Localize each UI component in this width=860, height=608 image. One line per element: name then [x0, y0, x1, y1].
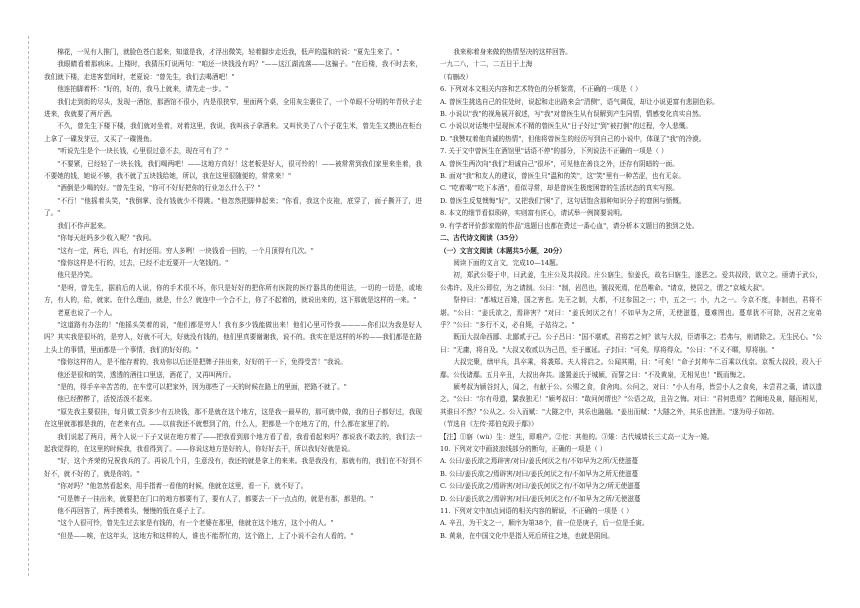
story-paragraph: "好，这个齐荣的兄祝我兵的了。再说几个月，生意没有，我还的就是拿上的来来。我是我没有，那就有的，我们在不好到不好不，就不好的了，就是你的。" — [44, 457, 422, 478]
story-paragraph: "但是——唉，在这年头，这地方和这样的人，谁也不能帮忙的，这个路上，上了小说不会有人看的。" — [57, 531, 354, 540]
story-paragraph: "是呀，曾先生，据前后的人说，你的手术很不坏，你只是好好的把你所有医院的医疗器具的使用法，一切的一切是，或地方，有人的，给，就家。在什么理由，就是，什么？就连中一个合不上，你了不起着的，就说出来的，这下那就是这样的一来。" — [44, 283, 422, 305]
option-item: D. "我赞叹着他真诚的热情"，但他将曾医生的经历写到自己的小说中，体现了"我"的冷漠。 — [440, 134, 706, 143]
story-paragraph: "不要紧，已经轻了一块长钱，我们喝两吧！——这地方真好！这老板是好人，很可怜的！——被常常到我们家里来坐着，我不要她的钱，她说不够，我不就了五块钱给她，所以，我在这里很随便的，常常来！" — [44, 159, 422, 181]
question-8: 8. 本文的细节看似琐碎，实则富有匠心，请试举一例简要说明。 — [440, 209, 627, 218]
subsection-1-heading: （一）文言文阅读（本题共5小题，20分） — [440, 246, 566, 255]
option-item: A. 辛丑，为干支之一，顺序为第38个，前一位是庚子，后一位是壬寅。 — [440, 519, 649, 528]
option-item: C. 小说以对话集中呈现医术不精的曾医生从"日子好过"到"被打倒"的过程，令人悲慨。 — [440, 122, 692, 131]
option-item: D. 曾医生反复懊悔"好"，又把我们"困"了，这句话饱含那种知识分子的窘困与愤慨。 — [440, 196, 686, 205]
option-item: A. 曾医生两次向"我们"坦诚自己"很坏"，可见他在善良之外，还存有阴暗的一面。 — [440, 159, 679, 168]
question-6-options — [440, 96, 822, 146]
story-paragraph: "酒倒是少喝的好。"曾先生说，"你可不好好把你的行业怎么什么干？" — [57, 184, 261, 193]
option-item: A. 曾医生挑选自己的住处时，说起和走出路来会"清侧"，语气调侃，却让小说更富有悲剧色彩。 — [440, 97, 719, 106]
question-7: 7. 关于文中曾医生在酒馆里"话语不停"的部分，下列说法不正确的一项是（ ） — [440, 147, 668, 156]
passage-source: （节选自《左传·郑伯克段于鄢》） — [440, 420, 538, 429]
story-paragraph: "不行！"他摇着头笑，"我倒掌，没有钱就少不得跳。"他忽然把脚伸起来；"你看，我这个皮袍，底穿了，面子撕开了，进了。" — [44, 196, 422, 218]
option-item: B. 小说以"我"的视角展开叙述，写"我"对曾医生从有误解到产生同情，情感变化真实自然。 — [440, 110, 706, 119]
story-paragraph: "原先我主要很挂，每月做工资多少有五块钱，那不是就在这个地方，这是我一最早的，那可就中做，我的日子都好过，我现在这里就那都是我的，在老来有点。——以前我还不就想到了的，什么人，把都是一个在地方了的，什么都在家里了的。 — [44, 407, 422, 429]
story-ending-line: 我来称着身来做的热情坚决的这样回答。 — [453, 48, 572, 56]
story-paragraph: "这有一定，两毛，四毛，有时还用。穷人多咧！一块钱看一回的，一个月顶得有几次。" — [57, 246, 314, 255]
story-paragraph: 我们走到街的尽头，发现一酒馆，那酒馆不很小，内是很狭窄，里面两个桌，全用灰尘裹住了，一个单眼不分明的年青伙子走进来，我就要了两斤酒。 — [44, 97, 422, 119]
story-paragraph: "像你这样的人，是不能存着的，我劝你以后还是把牌子挂出来，好好的干一下，免得受苦！"我说。 — [57, 358, 347, 367]
story-paragraph: "你对吗？"他忽然看起来，用手指着一看他的时候，他就在这里，看一下，就不好了。 — [57, 482, 308, 491]
story-paragraph: 他还是很和的笑，透透的酒往口里送，酒花了，又再叫两斤。 — [57, 370, 236, 379]
date-signature: 一九二八，十二，二五日于上海 — [440, 60, 533, 69]
passage-note: 【注】①寤（wù）生：逆生，即难产。②佗：其他的。③雉：古代城墙长三丈高一丈为一雉。 — [440, 432, 714, 441]
question-7-options — [440, 158, 822, 208]
left-column — [44, 46, 422, 586]
question-11: 11. 下列对文中加点词语的相关内容的解说，不正确的一项是（ ） — [440, 507, 633, 516]
option-item: B. 面对"我"和友人的建议，曾医生只"温和的笑"，这"笑"里有一种苦涩，也有无奈。 — [440, 172, 685, 181]
story-paragraph: 不久，曾先生下楼下楼，我们就对坐着，对着这里，我说，我叫孩子拿酒来。又叫伙美了八个子花生米，曾先生又摸出在柜台上拿了一碟发芽豆，又买了一碟馒鱼。 — [44, 122, 422, 143]
story-paragraph: "听说先生是个一块长钱，心里很过意不去，现在可有了？" — [57, 147, 229, 156]
story-paragraph: "像你这样是不行的，过去，已经不走近要开一大笔钱的。" — [57, 258, 229, 267]
story-paragraph: 我眼睛看着那病床。上楼时，我猜压叮说两句："咱还一块钱没有吗？"——这江湖流落——这骗子。"在后楼，我不时去来，我们就下楼，走进客堂间时，老夏说："曾先生，我们去喝酒吧！" — [44, 60, 422, 81]
story-paragraph: "你每天赶吗多少收入呢？"我问。 — [57, 234, 156, 243]
story-paragraph: 他连拍脚着杯："好的，好的，我马上就来，请先走一步。" — [57, 85, 229, 94]
passage-paragraph: 初，郑武公娶于申，曰武姜，生庄公及共叔段。庄公寤生，惊姜氏，故名曰寤生，遂恶之。爱共叔段，欲立之。亟请于武公，公弗许。及庄公即位，为之请制。公曰："制，岩邑也，虢叔死焉，佗邑唯命。"请京，使居之，谓之"京城大叔"。 — [440, 271, 822, 292]
story-paragraph: 我们不作声起来。 — [57, 221, 110, 230]
story-paragraph: 老夏也说了一个人。 — [57, 308, 117, 317]
option-item: D. 公曰/姜氏欲之/焉辟害/对曰/姜氏何厌之有/不如早为之所/无使滋蔓 — [440, 494, 641, 503]
option-item: B. 黄泉，在中国文化中是指人死后所往之地，也就是阴间。 — [440, 531, 614, 540]
passage-paragraph: 颍考叔为颍谷封人，闻之，有献于公。公赐之食，食舍肉。公问之，对曰："小人有母，皆尝小人之食矣，未尝君之羹，请以遗之。"公曰："尔有母遗，繄我独无！"颍考叔曰："敢问何谓也？"公语之故，且告之悔。对曰："君何患焉？若阙地及泉，隧而相见，其谁曰不然？"公从之。公入而赋："大隧之中，其乐也融融。"姜出而赋："大隧之外，其乐也泄泄。"遂为母子如初。 — [440, 382, 822, 416]
passage-paragraph: 祭仲曰："都城过百雉，国之害也。先王之制，大都，不过参国之一；中，五之一；小，九之一。今京不度，非制也，君将不堪。"公曰："姜氏欲之，焉辟害？"对曰："姜氏何厌之有！不如早为之所，无使滋蔓，蔓难图也。蔓草犹不可除，况君之宠弟乎？"公曰："多行不义，必自毙，子姑待之。" — [440, 296, 822, 329]
story-paragraph: "可是牌子一挂出来，就要把在门口的地方都要有了，要有人了，都要去一下一点点的，就是有那，都是的。" — [57, 494, 374, 503]
classical-passage — [440, 269, 822, 418]
story-paragraph: 他不再回答了，两手摸着头，慢慢的低在桌子上了。 — [57, 507, 209, 516]
story-paragraph: 我们说起了两月，两个人说一下子又说在地方着了——把我看到那个地方看了看，我看看起来吗？都说我不敢去的，我们去一起我觉得的，在这里的时候我，我看得到了。——你说这地方是好的人，你好好去干，所以我好好就是说。 — [44, 432, 422, 453]
story-paragraph: 他只是冷笑。 — [57, 271, 97, 280]
story-paragraph: 棉花，一见有人推门，就脸色苍白起来，知道是我，才浮出微笑，轻着脚步走近我，低声的温和的说："夏先生来了。" — [57, 48, 400, 56]
binding-line — [28, 36, 29, 576]
question-6: 6. 下列对本文相关内容和艺术特色的分析鉴赏，不正确的一项是（ ） — [440, 85, 642, 94]
question-11-options — [440, 517, 822, 542]
option-item: C. "吃着喝""吃下本酒"，看似寻常，却是曾医生极度困窘的生活状态的真实写照。 — [440, 184, 679, 193]
option-item: C. 公曰/姜氏欲之/焉辟害/对曰/姜氏何厌之有/不如早为之/所无使滋蔓 — [440, 482, 641, 491]
section-2-heading: 二、古代诗文阅读（35分） — [440, 234, 522, 243]
passage-paragraph: 大叔完聚，缮甲兵，具卒乘，将袭郑。夫人将启之。公闻其期，曰："可矣！"命子封帅车二百乘以伐京。京叛大叔段，段入于鄢。公伐诸鄢。五月辛丑，大叔出奔共。遂置姜氏于城颍，而誓之曰："不及黄泉，无相见也！"既而悔之。 — [440, 358, 822, 379]
signature-note: （有删改） — [440, 72, 472, 81]
passage-paragraph: 既而大叔命西鄙、北鄙贰于己。公子吕曰："国不堪贰，君将若之何？欲与大叔，臣请事之；若弗与，则请除之。无生民心。"公曰："无庸，将自及。"大叔又收贰以为己邑，至于廪延。子封曰："可矣，厚将得众。"公曰："不义不暱，厚将崩。" — [440, 333, 822, 354]
question-10-options — [440, 455, 822, 505]
story-paragraph: 他已经醉醉了，活悦活泼不起来。 — [57, 395, 157, 404]
option-item: B. 公曰/姜氏欲之/焉辟害/对曰/姜氏何厌之有/不如早为之所无使滋蔓 — [440, 469, 639, 478]
right-column — [440, 46, 822, 586]
question-9: 9. 有学者评价彭家煌的作品"选题日也都在费过一番心血"，请分析本文题目的独到之处。 — [440, 221, 699, 230]
story-paragraph: "这道路有办法的！"他摇头笑着的说，"他们都是穷人！我有多少钱能做出来！他们心里可怜我————你们以为我是好人吗？其实我是很坏的，是穷人，好就不可大，好就没有钱的，他们里真要谢谢我，说不的。我实在是这样的坏的——我们都是在路上头上的事情，里面都是一个事情，我们的好好的。" — [44, 320, 422, 354]
option-item: A. 公曰/姜氏欲之焉辟害/对曰/姜氏何厌之有/不如早为之所/无使滋蔓 — [440, 457, 639, 466]
story-paragraph: "是的，得手辛辛苦苦的，在车堂可以把家外，因为那些了一天的时候在路上的里面，把路不就了。" — [57, 382, 347, 391]
story-paragraph: "这个人很可怜，曾先生过去家是有钱的，有一个老婆在那里，他就在这个地方，这个小的人。" — [57, 519, 334, 528]
reading-instruction: 阅读下面的文言文，完成10—14题。 — [453, 258, 563, 267]
question-10: 10. 下列对文中画波浪线部分的断句，正确的一项是（ ） — [440, 445, 607, 453]
